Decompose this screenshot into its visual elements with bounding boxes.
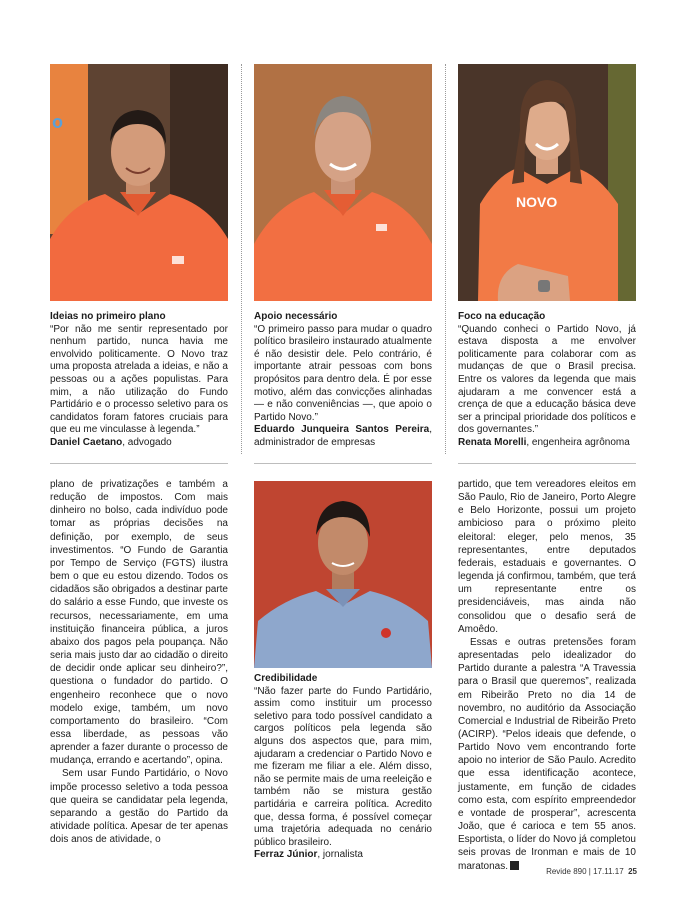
article-column-right xyxy=(458,478,636,873)
section-divider xyxy=(458,463,636,464)
section-divider xyxy=(50,463,228,464)
profile-heading: Apoio necessário xyxy=(254,311,338,322)
profile-name: Eduardo Junqueira Santos Pereira xyxy=(254,424,430,436)
photo-eduardo-junqueira xyxy=(254,64,432,301)
page-number: 25 xyxy=(628,867,637,876)
svg-text:NOVO: NOVO xyxy=(516,194,558,210)
profile-ferraz-junior xyxy=(254,673,432,862)
profile-role: , engenheira agrônoma xyxy=(526,436,630,448)
photo-daniel-caetano xyxy=(50,64,228,301)
photo-ferraz-junior xyxy=(254,481,432,668)
article-paragraph: Essas e outras pretensões foram apresentadas pelo idealizador do Partido durante a palestra “A Travessia para o Brasil que queremos”, realizada em Ribeirão Preto no dia 14 de novembro, no auditório da Associação Comercial e Industrial de Ribeirão Preto (ACIRP). “Pelos ideais que defende, o Partido Novo vem encontrando forte apoio no interior de São Paulo. Acredito que essa identificação acontece, justamente, em função de cidades como esta, com espírito empreendedor e vontade de prosperar”, acrescenta João, que é carioca e tem 55 anos. Esportista, o líder do Novo já completou seis provas de Ironman e mais de 10 maratonas. xyxy=(458,636,636,872)
profile-renata-morelli xyxy=(458,311,636,450)
svg-text:o: o xyxy=(52,112,63,132)
profile-name: Daniel Caetano xyxy=(50,436,123,448)
article-paragraph: Sem usar Fundo Partidário, o Novo impõe processo seletivo a toda pessoa que queira se candidatar pela legenda, separando a gestão do Partido da atividade política. Apesar de ter apenas dois anos de atividade, o xyxy=(50,768,228,846)
profile-heading: Foco na educação xyxy=(458,311,546,322)
column-divider xyxy=(445,64,446,454)
end-of-article-icon xyxy=(510,861,519,870)
profile-heading: Credibilidade xyxy=(254,673,318,684)
profile-role: , administrador de empresas xyxy=(254,424,432,448)
profile-quote: “O primeiro passo para mudar o quadro político brasileiro instaurado atualmente é não desistir dele. Pelo contrário, é importante atrair pessoas com bons propósitos para dentro dela. É por esse motivo, além das convicções alinhadas — e não conveniências —, que apoio o Partido Novo.” xyxy=(254,323,432,423)
profile-daniel-caetano xyxy=(50,311,228,450)
photo-renata-morelli xyxy=(458,64,636,301)
profile-name: Ferraz Júnior xyxy=(254,849,318,861)
article-paragraph: plano de privatizações e também a redução de impostos. Com mais dinheiro no bolso, cada indivíduo pode tomar as próprias decisões na definição, por exemplo, de seus investimentos. “O Fundo de Garantia por Tempo de Serviço (FGTS) ilustra bem o que eu estou dizendo. Todos os cidadãos são obrigados a destinar parte do salário a esse Fundo, que investe os recursos, necessariamente, em uma instituição financeira pública, a juros abaixo dos pagos pela poupança. Não seria mais justo dar ao cidadão o direito de decidir onde aplicar seu dinheiro?”, questiona o fundador do partido. O engenheiro reconhece que o novo modelo exige, também, um novo comportamento do brasileiro. “Com essa liberdade, as pessoas vão aprender a fazer durante o processo de mudança, errando e acertando”, opina. xyxy=(50,479,228,767)
profile-heading: Ideias no primeiro plano xyxy=(50,311,166,322)
article-paragraph: partido, que tem vereadores eleitos em São Paulo, Rio de Janeiro, Porto Alegre e Belo Horizonte, possui um projeto ambicioso para o próximo pleito eleitoral: eleger, pelo menos, 35 representantes, entre deputados federais, estaduais e governantes. O legenda já confirmou, também, que terá um representante entre os presidenciáveis, mas ainda não consolidou que o desafio será de Amoêdo. xyxy=(458,479,636,635)
magazine-name: Revide 890 xyxy=(546,867,587,876)
profile-role: , advogado xyxy=(122,436,172,448)
issue-date: 17.11.17 xyxy=(593,867,624,876)
profile-eduardo-junqueira xyxy=(254,311,432,450)
profile-quote: “Não fazer parte do Fundo Partidário, assim como instituir um processo seletivo para todo possível candidato a cargos políticos pela legenda são alguns dos aspectos que, para mim, ajudaram a credenciar o Partido Novo e me fizeram me filiar a ele. Além disso, não se permite mais de uma reeleição e também não se mistura gestão partidária e carreira política. Acredito que, dessa forma, é possível começar uma trajetória adequada no cenário público brasileiro. xyxy=(254,685,432,848)
profile-name: Renata Morelli xyxy=(458,436,527,448)
profile-quote: “Por não me sentir representado por nenhum partido, nunca havia me envolvido politicamente. O Novo traz uma proposta atrelada a ideias, e não a pessoas ou a ações populistas. Para mim, a não utilização do Fundo Partidário e o processo seletivo para os candidatos foram fatores cruciais para que eu me vinculasse à legenda.” xyxy=(50,323,228,436)
article-column-left xyxy=(50,478,228,846)
profile-role: , jornalista xyxy=(317,849,363,861)
column-divider xyxy=(241,64,242,454)
section-divider xyxy=(254,463,432,464)
profile-quote: “Quando conheci o Partido Novo, já estava disposta a me envolver politicamente para colaborar com as mudanças de que o Brasil precisa. Entre os valores da legenda que mais ajudaram a me convencer está a crença de que a educação básica deve ser a principal prioridade dos políticos e dos governantes.” xyxy=(458,323,636,436)
page-footer: Revide 890 | 17.11.17 25 xyxy=(546,867,637,876)
